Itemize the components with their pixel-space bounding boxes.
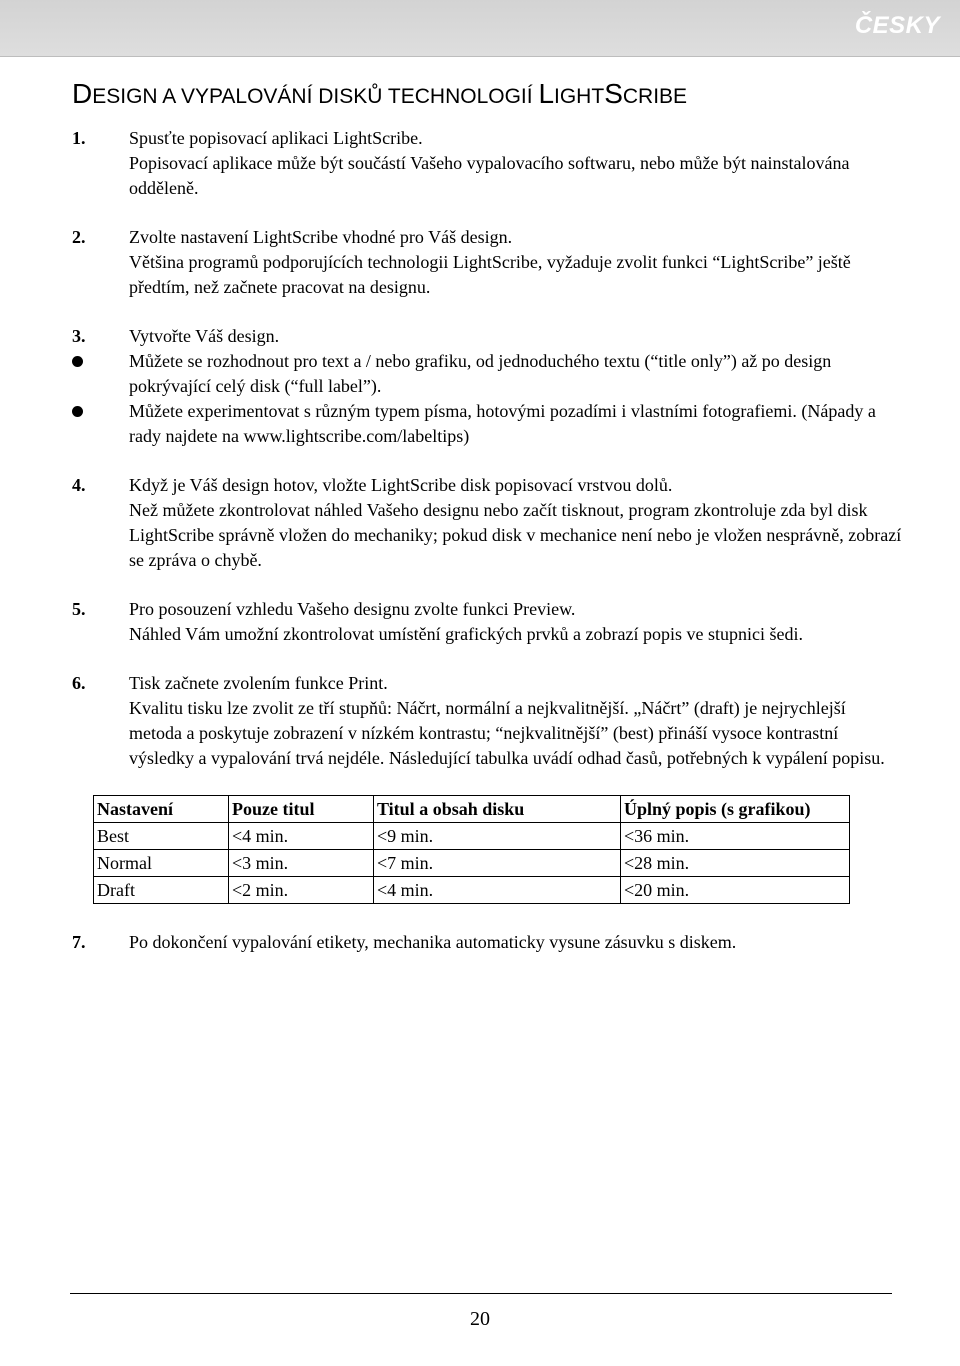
- page-number: 20: [470, 1308, 490, 1330]
- title-text-2: IGHT: [554, 85, 605, 108]
- step-text: Vytvořte Váš design.: [129, 326, 280, 346]
- step-number: 4.: [72, 475, 86, 495]
- instructions-list: [72, 126, 902, 979]
- bullet-dot-icon: [72, 406, 83, 417]
- table-cell: <4 min.: [374, 877, 621, 904]
- table-row: [94, 877, 850, 904]
- step-text: Kvalitu tisku lze zvolit ze tří stupňů: Náčrt, normální a nejkvalitnější. „Náčrt” (draft) je nejrychlejší metoda a poskytuje zobrazení v nízkém kontrastu; “nejkvalitnější” (best) přináší vysoce kontrastní výsledky a vypalování trvá nejdéle. Následující tabulka uvádí odhad časů, potřebných k vypálení popisu.: [129, 698, 885, 768]
- table-cell: Normal: [94, 850, 229, 877]
- step-number: 3.: [72, 326, 86, 346]
- title-text-1: ESIGN A VYPALOVÁNÍ DISKŮ TECHNOLOGIÍ: [92, 85, 539, 108]
- table-cell: <4 min.: [229, 823, 374, 850]
- title-cap-l: L: [538, 78, 555, 109]
- table-header-cell: Titul a obsah disku: [374, 796, 621, 823]
- bullet-text: Můžete experimentovat s různým typem písma, hotovými pozadími i vlastními fotografiemi. (Nápady a rady najdete na www.lightscribe.com/labeltips): [129, 401, 876, 446]
- step-number: 7.: [72, 932, 86, 952]
- step-number: 2.: [72, 227, 86, 247]
- bullet-dot-icon: [72, 356, 83, 367]
- step-6: [72, 671, 902, 771]
- table-cell: <36 min.: [621, 823, 850, 850]
- table-cell: <3 min.: [229, 850, 374, 877]
- step-7: [72, 930, 902, 955]
- table-header-cell: Nastavení: [94, 796, 229, 823]
- table-header-row: [94, 796, 850, 823]
- bullet-text: Můžete se rozhodnout pro text a / nebo grafiku, od jednoduchého textu (“title only”) až po design pokrývající celý disk (“full label”).: [129, 351, 832, 396]
- step-text: Než můžete zkontrolovat náhled Vašeho designu nebo začít tisknout, program zkontroluje zda byl disk LightScribe správně vložen do mechaniky; pokud disk v mechanice není nebo je vložen nesprávně, zobrazí se zpráva o chybě.: [129, 500, 902, 570]
- table-header-cell: Pouze titul: [229, 796, 374, 823]
- table-cell: <9 min.: [374, 823, 621, 850]
- list-item: [72, 349, 902, 399]
- footer-divider: [70, 1293, 892, 1294]
- step-text: Spusťte popisovací aplikaci LightScribe.: [129, 128, 423, 148]
- step-5: [72, 597, 902, 647]
- step-text: Tisk začnete zvolením funkce Print.: [129, 673, 388, 693]
- language-header-bar: [0, 0, 960, 57]
- print-times-table: [93, 795, 850, 904]
- table-row: [94, 850, 850, 877]
- title-text-3: CRIBE: [622, 85, 688, 108]
- table-cell: Draft: [94, 877, 229, 904]
- step-text: Když je Váš design hotov, vložte LightScribe disk popisovací vrstvou dolů.: [129, 475, 673, 495]
- list-item: [72, 399, 902, 449]
- table-cell: <28 min.: [621, 850, 850, 877]
- step-3: [72, 324, 902, 349]
- table-cell: <20 min.: [621, 877, 850, 904]
- step-text: Popisovací aplikace může být součástí Vašeho vypalovacího softwaru, nebo může být nainstalována odděleně.: [129, 153, 850, 198]
- step-text: Po dokončení vypalování etikety, mechanika automaticky vysune zásuvku s diskem.: [129, 932, 737, 952]
- step-text: Většina programů podporujících technologii LightScribe, vyžaduje zvolit funkci “LightScribe” ještě předtím, než začnete pracovat na designu.: [129, 252, 851, 297]
- language-label: ČESKY: [854, 12, 940, 39]
- table-cell: <7 min.: [374, 850, 621, 877]
- title-cap-s: S: [604, 78, 623, 109]
- table-row: [94, 823, 850, 850]
- page-title: [72, 78, 932, 110]
- table-cell: <2 min.: [229, 877, 374, 904]
- step-1: [72, 126, 902, 201]
- step-number: 5.: [72, 599, 86, 619]
- step-number: 1.: [72, 128, 86, 148]
- title-cap-d: D: [72, 78, 93, 109]
- step-text: Náhled Vám umožní zkontrolovat umístění grafických prvků a zobrazí popis ve stupnici šedi.: [129, 624, 803, 644]
- step-3-bullets: [72, 349, 902, 449]
- table-cell: Best: [94, 823, 229, 850]
- step-2: [72, 225, 902, 300]
- table-header-cell: Úplný popis (s grafikou): [621, 796, 850, 823]
- step-number: 6.: [72, 673, 86, 693]
- step-text: Zvolte nastavení LightScribe vhodné pro Váš design.: [129, 227, 513, 247]
- step-text: Pro posouzení vzhledu Vašeho designu zvolte funkci Preview.: [129, 599, 576, 619]
- step-4: [72, 473, 902, 573]
